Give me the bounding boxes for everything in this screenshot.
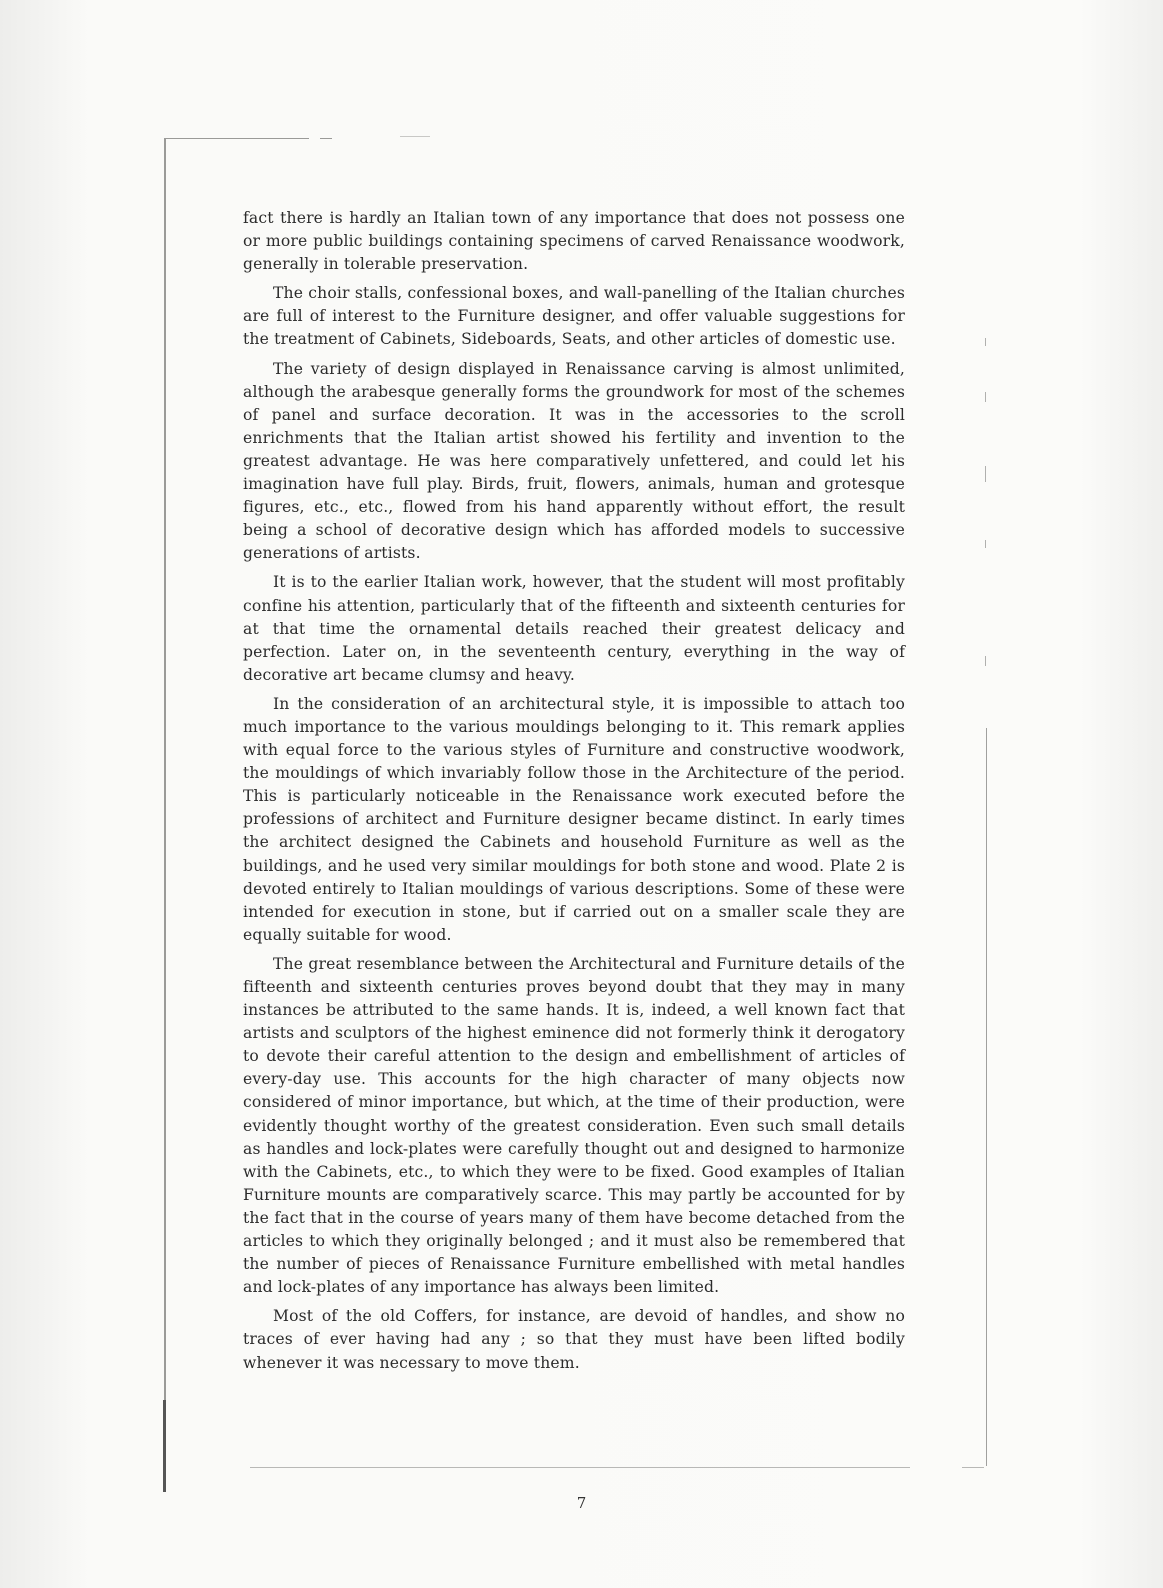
frame-tick [985,656,986,666]
page-number: 7 [576,1494,587,1512]
frame-tick [985,540,986,548]
frame-top-dash [400,136,430,137]
body-text [243,207,905,1381]
paragraph: The variety of design displayed in Renaissance carving is almost unlimited, although the arabesque generally forms the groundwork for most of the schemes of panel and surface decoration. It was in the accessories to the scroll enrichments that the Italian artist showed his fertility and invention to the greatest advantage. He was here comparatively unfettered, and could let his imagination have full play. Birds, fruit, flowers, animals, human and grotesque figures, etc., etc., flowed from his hand apparently without effort, the result being a school of decorative design which has afforded models to successive generations of artists. [243,359,905,563]
frame-tick [985,392,986,402]
frame-left-rule [164,138,166,1484]
frame-right-rule [986,728,987,1466]
paragraph: The great resemblance between the Architectural and Furniture details of the fifteenth and sixteenth centuries proves beyond doubt that they may in many instances be attributed to the same hands. It is, indeed, a well known fact that artists and sculptors of the highest eminence did not formerly think it derogatory to devote their careful attention to the design and embellishment of articles of every-day use. This accounts for the high character of many objects now considered of minor importance, but which, at the time of their production, were evidently thought worthy of the greatest consideration. Even such small details as handles and lock-plates were carefully thought out and designed to harmonize with the Cabinets, etc., to which they were to be fixed. Good examples of Italian Furniture mounts are comparatively scarce. This may partly be accounted for by the fact that in the course of years many of them have become detached from the articles to which they originally belonged ; and it must also be remembered that the number of pieces of Renaissance Furniture embellished with metal handles and lock-plates of any importance has always been limited. [243,954,905,1297]
paragraph: It is to the earlier Italian work, however, that the student will most profitably confine his attention, particularly that of the fifteenth and sixteenth centuries for at that time the ornamental details reached their greatest delicacy and perfection. Later on, in the seventeenth century, everything in the way of decorative art became clumsy and heavy. [243,573,905,684]
paragraph: The choir stalls, confessional boxes, and wall-panelling of the Italian churches are full of interest to the Furniture designer, and offer valuable suggestions for the treatment of Cabinets, Sideboards, Seats, and other articles of domestic use. [243,284,905,349]
frame-left-rule-heavy [163,1400,166,1492]
frame-top-dash [320,138,332,139]
frame-tick [985,338,986,346]
paragraph: fact there is hardly an Italian town of any importance that does not possess one or more public buildings containing specimens of carved Renaissance woodwork, generally in tolerable preservation. [243,209,905,274]
frame-bottom-rule [250,1467,910,1468]
paragraph: Most of the old Coffers, for instance, are devoid of handles, and show no traces of ever having had any ; so that they must have been lifted bodily whenever it was necessary to move them. [243,1307,905,1372]
paragraph: In the consideration of an architectural style, it is impossible to attach too much importance to the various mouldings belonging to it. This remark applies with equal force to the various styles of Furniture and constructive woodwork, the mouldings of which invariably follow those in the Architecture of the period. This is particularly noticeable in the Renaissance work executed before the professions of architect and Furniture designer became distinct. In early times the architect designed the Cabinets and household Furniture as well as the buildings, and he used very similar mouldings for both stone and wood. Plate 2 is devoted entirely to Italian mouldings of various descriptions. Some of these were intended for execution in stone, but if carried out on a smaller scale they are equally suitable for wood. [243,694,905,944]
frame-bottom-dash [962,1467,984,1468]
frame-tick [985,466,986,482]
frame-top-rule [164,138,309,139]
